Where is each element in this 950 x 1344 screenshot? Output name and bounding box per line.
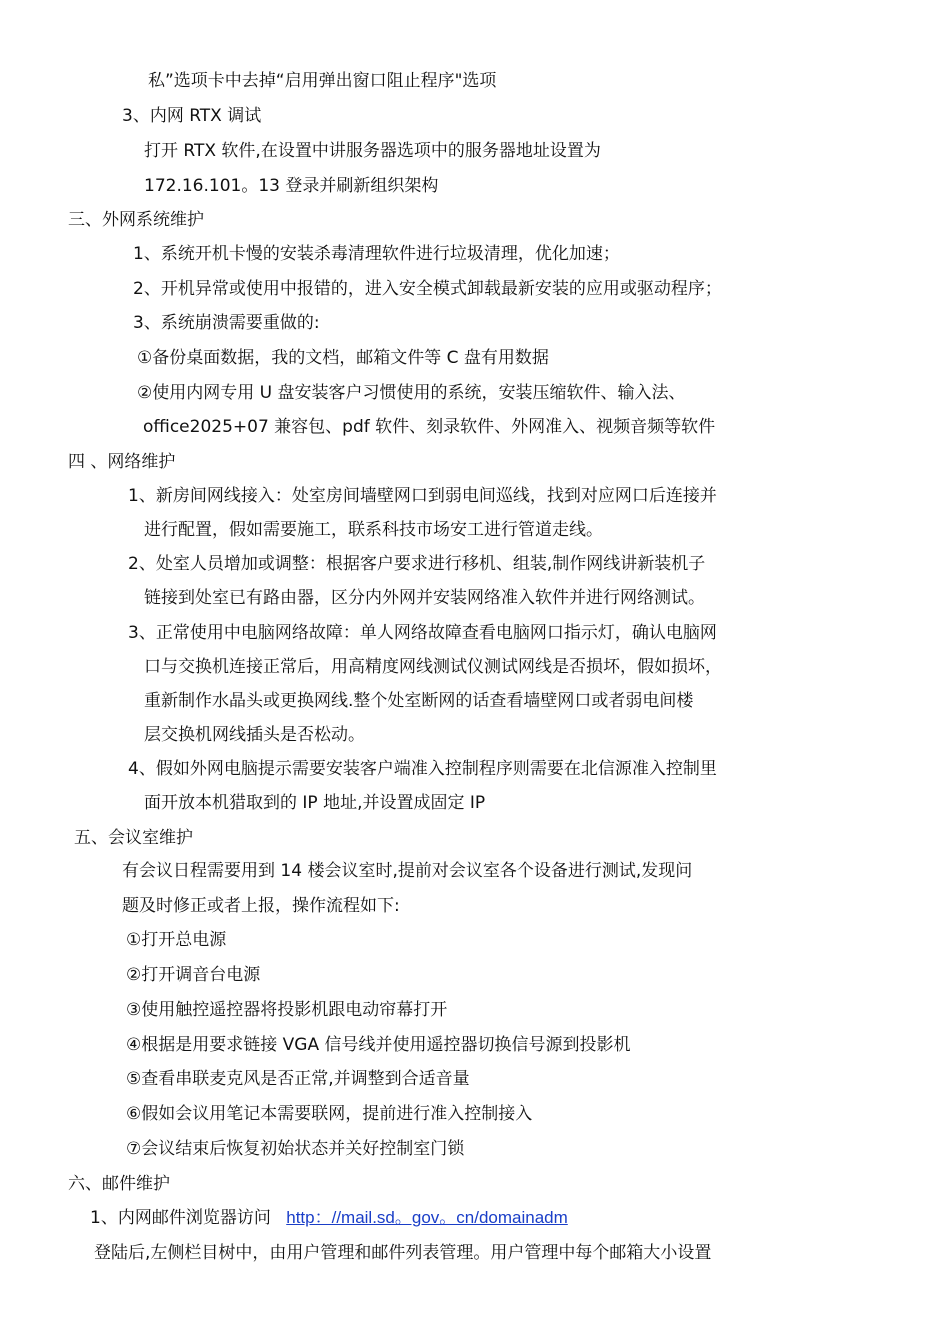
section-heading-3: 三、外网系统维护: [68, 210, 204, 230]
text-line: 重新制作水晶头或更换网线.整个处室断网的话查看墙壁网口或者弱电间楼: [144, 691, 694, 711]
list-item: 2、处室人员增加或调整：根据客户要求进行移机、组装,制作网线讲新装机子: [128, 554, 706, 574]
list-item: ④根据是用要求链接 VGA 信号线并使用遥控器切换信号源到投影机: [126, 1035, 631, 1055]
text-line: 题及时修正或者上报，操作流程如下:: [122, 896, 400, 916]
text-line: 层交换机网线插头是否松动。: [144, 725, 365, 745]
list-item: 3、正常使用中电脑网络故障：单人网络故障查看电脑网口指示灯，确认电脑网: [128, 623, 717, 643]
section-heading-5: 五、会议室维护: [74, 828, 193, 848]
text-line: 172.16.101。13 登录并刷新组织架构: [144, 176, 439, 196]
text-line: 口与交换机连接正常后，用高精度网线测试仪测试网线是否损坏，假如损坏，: [144, 657, 722, 677]
list-item: ②使用内网专用 U 盘安装客户习惯使用的系统，安装压缩软件、输入法、: [137, 383, 686, 403]
list-item: ②打开调音台电源: [126, 965, 261, 985]
text-line: 打开 RTX 软件,在设置中讲服务器选项中的服务器地址设置为: [144, 141, 601, 161]
text-line: 面开放本机猎取到的 IP 地址,并设置成固定 IP: [144, 793, 486, 813]
list-item: ①打开总电源: [126, 930, 227, 950]
list-item: 1、新房间网线接入：处室房间墙壁网口到弱电间巡线，找到对应网口后连接并: [128, 486, 717, 506]
list-item: 1、系统开机卡慢的安装杀毒清理软件进行垃圾清理，优化加速；: [133, 244, 620, 264]
text-line: 登陆后,左侧栏目树中，由用户管理和邮件列表管理。用户管理中每个邮箱大小设置: [94, 1243, 712, 1263]
list-item: ⑤查看串联麦克风是否正常,并调整到合适音量: [126, 1069, 470, 1089]
text-line: office2025+07 兼容包、pdf 软件、刻录软件、外网准入、视频音频等软件: [143, 417, 716, 437]
mail-access-label: 1、内网邮件浏览器访问: [90, 1208, 271, 1228]
text-line: 链接到处室已有路由器，区分内外网并安装网络准入软件并进行网络测试。: [144, 588, 705, 608]
list-item: ⑦会议结束后恢复初始状态并关好控制室门锁: [126, 1139, 465, 1159]
list-item: 4、假如外网电脑提示需要安装客户端准入控制程序则需要在北信源准入控制里: [128, 759, 717, 779]
list-item: 3、系统崩溃需要重做的:: [133, 313, 320, 333]
text-line: 私”选项卡中去掉“启用弹出窗口阻止程序"选项: [148, 71, 497, 91]
list-item: ①备份桌面数据，我的文档，邮箱文件等 C 盘有用数据: [137, 348, 549, 368]
text-line: 进行配置，假如需要施工，联系科技市场安工进行管道走线。: [144, 520, 603, 540]
list-item: 2、开机异常或使用中报错的，进入安全模式卸载最新安装的应用或驱动程序；: [133, 279, 722, 299]
section-heading-4: 四 、网络维护: [68, 452, 176, 472]
section-heading-6: 六、邮件维护: [68, 1174, 170, 1194]
list-item: ⑥假如会议用笔记本需要联网，提前进行准入控制接入: [126, 1104, 533, 1124]
list-item: [90, 1207, 568, 1229]
text-line: 有会议日程需要用到 14 楼会议室时,提前对会议室各个设备进行测试,发现问: [122, 861, 693, 881]
mail-admin-link[interactable]: http：//mail.sd。gov。cn/domainadm: [286, 1208, 568, 1227]
list-item: ③使用触控遥控器将投影机跟电动帘幕打开: [126, 1000, 448, 1020]
subheading-rtx: 3、内网 RTX 调试: [122, 106, 262, 126]
